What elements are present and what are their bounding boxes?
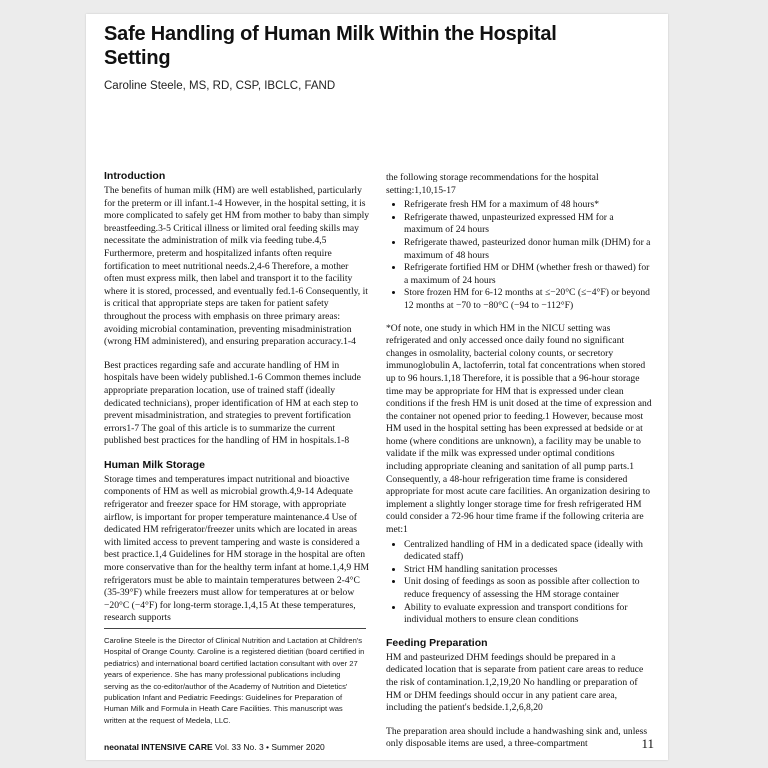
author-byline: Caroline Steele, MS, RD, CSP, IBCLC, FAND <box>104 80 336 92</box>
journal-page <box>86 14 668 760</box>
author-bio: Caroline Steele is the Director of Clinical Nutrition and Lactation at Children's Hospital of Orange County. Caroline is a registered dietitian (board certified in pediatrics) and international board certified lactation consultant with over 27 years of experience. She has many professional publications including serving as the co-editor/author of the Academy of Nutrition and Dietetics' publication Infant and Pediatric Feedings: Guidelines for Preparation of Human Milk and Formula in Heath Care Facilities. This manuscript was written at the request of Medela, LLC. <box>104 628 366 726</box>
list-item: • Refrigerate thawed, unpasteurized expressed HM for a maximum of 24 hours <box>404 212 652 237</box>
list-item: • Ability to evaluate expression and transport conditions for individual mothers to ensure clean conditions <box>404 602 652 627</box>
intro-paragraph-1: The benefits of human milk (HM) are well established, particularly for the preterm or ill infant.1-4 However, in the hospital setting, it is more complicated to safely get HM from mother to baby than simply breastfeeding.3-5 Critical illness or limited oral feeding skills may necessitate the administration of milk via feeding tube.4,5 Furthermore, preterm and hospitalized infants often require fortification to meet nutritional needs.2,4-6 Therefore, a mother often must express milk, then label and transport it to the facility where it is stored, processed, and eventually fed.1-6 Consequently, it is critical that appropriate steps are taken for patient safety throughout the process with emphasis on three primary areas: avoiding microbial contamination, preventing misadministration (wrong HM administered), and ensuring preparation accuracy.1-4 <box>104 185 370 348</box>
list-item: • Store frozen HM for 6-12 months at ≤−20°C (≤−4°F) or beyond 12 months at −70 to −80°C (−94 to −112°F) <box>404 287 652 312</box>
criteria-list <box>386 539 652 627</box>
prep-paragraph-1: HM and pasteurized DHM feedings should be prepared in a dedicated location that is separate from patient care areas to reduce the risk of contamination.1,2,19,20 No handling or preparation of HM or DHM feedings should occur in any patient care area, including the patient's bedside.1,2,6,8,20 <box>386 651 644 714</box>
page-number: 11 <box>641 736 654 751</box>
intro-paragraph-2: Best practices regarding safe and accurate handling of HM in hospitals have been widely published.1-6 Common themes include appropriate preparation location, use of trained staff (ideally dedicated technicians), proper identification of HM at each step to prevent misadministration, and strategies to prevent fortification errors1-7 The goal of this article is to summarize the current published best practices for the handling of HM in hospitals.1-8 <box>104 359 361 447</box>
list-item: • Centralized handling of HM in a dedicated space (ideally with dedicated staff) <box>404 539 652 564</box>
list-item: • Unit dosing of feedings as soon as possible after collection to reduce frequency of assessing the HM storage container <box>404 576 652 601</box>
article-title: Safe Handling of Human Milk Within the Hospital Setting <box>104 23 557 69</box>
storage-continued: the following storage recommendations for the hospital setting:1,10,15-17 <box>386 172 599 196</box>
list-item: • Strict HM handling sanitation processes <box>404 564 652 577</box>
list-item: • Refrigerate fresh HM for a maximum of 48 hours* <box>404 199 652 212</box>
left-column <box>104 170 370 636</box>
footer-citation <box>104 742 325 752</box>
intro-heading: Introduction <box>104 170 166 182</box>
issue-info: Vol. 33 No. 3 • Summer 2020 <box>215 742 325 752</box>
list-item: • Refrigerate thawed, pasteurized donor human milk (DHM) for a maximum of 48 hours <box>404 237 652 262</box>
storage-paragraph: Storage times and temperatures impact nutritional and bioactive components of HM as well as microbial growth.4,9-14 Adequate refrigerator and freezer space for HM storage, with appropriate airflow, is important for proper temperature maintenance.4 Use of dedicated HM refrigerator/freezer units which are located in areas with limited access to prevent tampering and waste is considered a best practice.1,4 Guidelines for HM storage in the hospital are often more conservative than for the healthy term infant at home.1,4,9 HM refrigerators must be able to maintain temperatures between 2-4°C (35-39°F) while freezers must allow for temperatures at or below −20°C (−4°F) for long-term storage.1,4,15 At these temperatures, research supports <box>104 473 370 624</box>
note-paragraph: *Of note, one study in which HM in the NICU setting was refrigerated and only accessed once daily found no significant changes in osmolality, bacterial colony counts, or secretory immunoglobulin A, lactoferrin, total fat concentrations when stored up to 96 hours.1,18 Therefore, it is possible that a 96-hour storage time may be appropriate for HM that is expressed under clean conditions if the fresh HM is unit dosed at the time of expression and the container not opened prior to feeding.1 However, because most HM used in the hospital setting has been expressed at bedside or at home (where conditions are unknown), a facility may be unable to validate if the milk was expressed under optimal conditions including appropriate cleaning and sanitation of all pump parts.1 Consequently, a 48-hour refrigeration time frame is considered appropriate for most acute care facilities. An organization desiring to implement a slightly longer storage time for fresh refrigerated HM could consider a 72-96 hour time frame if the following criteria are met:1 <box>386 322 652 536</box>
prep-paragraph-2: The preparation area should include a handwashing sink and, unless only disposable items are used, a three-compartment <box>386 725 648 750</box>
right-column <box>386 172 652 760</box>
list-item: • Refrigerate fortified HM or DHM (whether fresh or thawed) for a maximum of 24 hours <box>404 262 652 287</box>
storage-heading: Human Milk Storage <box>104 458 205 471</box>
magazine-name: neonatal INTENSIVE CARE <box>104 742 213 752</box>
feeding-preparation-heading: Feeding Preparation <box>386 636 488 649</box>
storage-recommendations-list <box>386 199 652 312</box>
